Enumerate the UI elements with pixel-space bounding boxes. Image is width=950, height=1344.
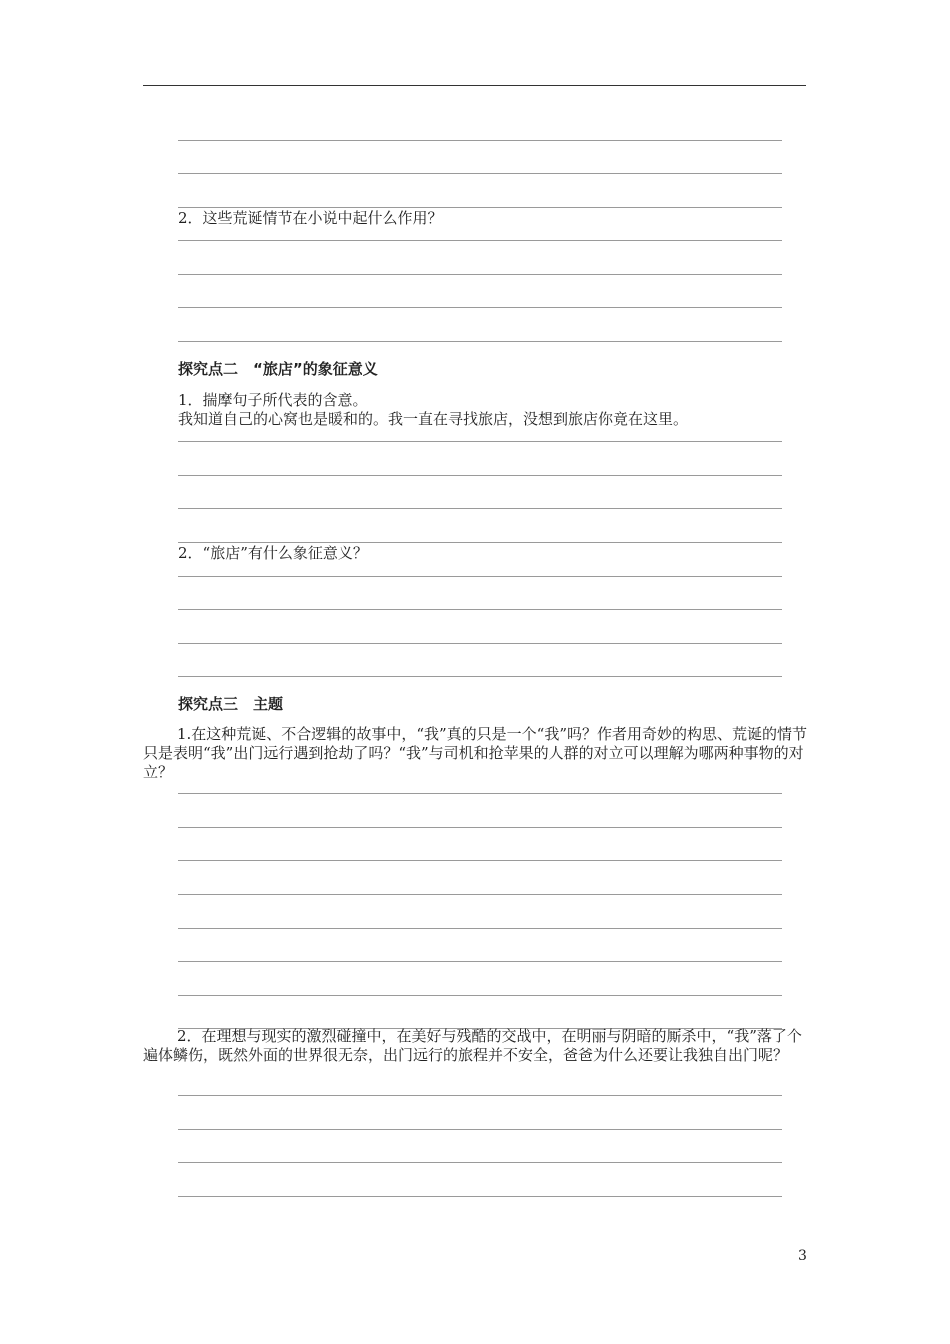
- answer-line: [178, 676, 782, 677]
- section-2-question-1: 1．揣摩句子所代表的含意。: [178, 391, 368, 409]
- answer-line: [178, 860, 782, 861]
- answer-line: [178, 1095, 782, 1096]
- answer-line: [178, 609, 782, 610]
- section-3-heading: 探究点三 主题: [178, 695, 284, 713]
- answer-line: [178, 441, 782, 442]
- answer-line: [178, 508, 782, 509]
- question-1-2: 2．这些荒诞情节在小说中起什么作用？: [178, 209, 443, 227]
- section-2-quote: 我知道自己的心窝也是暖和的。我一直在寻找旅店，没想到旅店你竟在这里。: [178, 410, 689, 428]
- answer-line: [178, 274, 782, 275]
- section-3-question-2: 2．在理想与现实的激烈碰撞中，在美好与残酷的交战中，在明丽与阴暗的厮杀中，“我”落了个遍体鳞伤，既然外面的世界很无奈，出门远行的旅程并不安全，爸爸为什么还要让我独自出门呢？: [143, 1027, 802, 1064]
- answer-line: [178, 928, 782, 929]
- answer-line: [178, 240, 782, 241]
- page-number: 3: [798, 1248, 807, 1264]
- answer-line: [178, 643, 782, 644]
- answer-line: [178, 1162, 782, 1163]
- answer-line: [178, 542, 782, 543]
- answer-line: [178, 207, 782, 208]
- answer-line: [178, 173, 782, 174]
- answer-line: [178, 475, 782, 476]
- answer-line: [178, 793, 782, 794]
- answer-line: [178, 894, 782, 895]
- section-2-question-2: 2．“旅店”有什么象征意义？: [178, 544, 368, 562]
- section-2-heading: 探究点二 “旅店”的象征意义: [178, 360, 378, 378]
- section-3-question-1: 1.在这种荒诞、不合逻辑的故事中，“我”真的只是一个“我”吗？作者用奇妙的构思、荒诞的情节只是表明“我”出门远行遇到抢劫了吗？“我”与司机和抢苹果的人群的对立可以理解为哪两种事物的对立？: [143, 725, 807, 781]
- answer-line: [178, 307, 782, 308]
- answer-line: [178, 576, 782, 577]
- answer-line: [178, 1129, 782, 1130]
- answer-line: [178, 827, 782, 828]
- answer-line: [178, 961, 782, 962]
- answer-line: [178, 140, 782, 141]
- answer-line: [178, 341, 782, 342]
- header-rule: [143, 85, 806, 86]
- answer-line: [178, 1196, 782, 1197]
- answer-line: [178, 995, 782, 996]
